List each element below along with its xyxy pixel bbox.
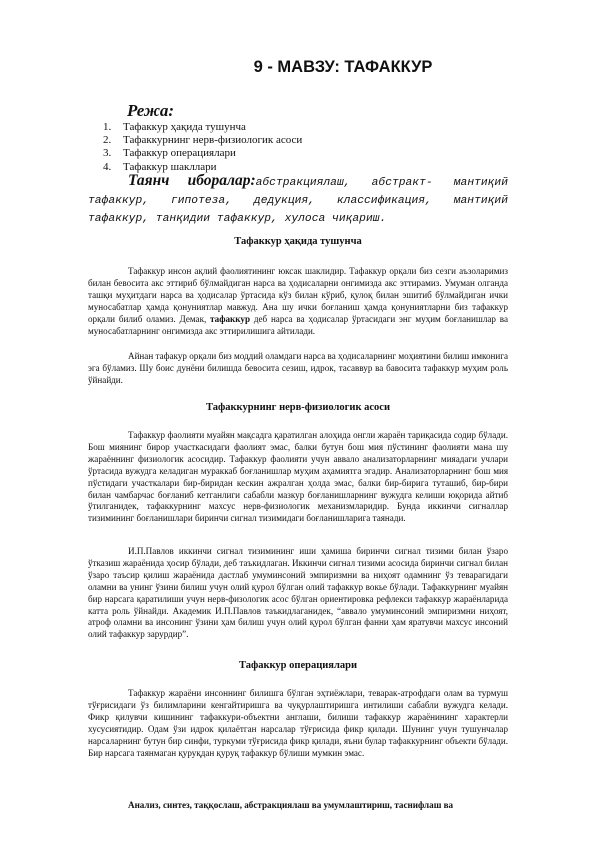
- plan-item: [103, 147, 302, 160]
- section-heading-concept: Тафаккур ҳақида тушунча: [234, 236, 362, 247]
- paragraph-text: деб нарса ва ҳодисалар ўртасидаги энг муҳим боғланишлар ва муносабатларнинг онгимизда акс эттирилишига айтилади.: [88, 313, 508, 336]
- plan-item-number: 4.: [103, 160, 112, 173]
- paragraph-text: Тафаккур инсон ақлий фаолиятининг юксак шаклидир. Тафаккур орқали биз сезги аъзоларимиз билан бевосита акс эттириб бўлмайдиган нарса ва ҳодисаларни онгимизда акс эттирамиз. Умуман олганда ташқи муҳитдаги нарса ва ҳодисалар ўртасида кўз билан кўриб, қулоқ билан эшитиб бўлмайдиган ички муносабатлар ҳамда қонуниятлар мавжуд. Ана шу ички боғланиш ҳамда қонуниятларни биз тафаккур орқали билиб оламиз. Демак,: [88, 266, 508, 324]
- section-heading-neurophysiology: Тафаккурнинг нерв-физиологик асоси: [205, 402, 390, 413]
- plan-list: [103, 121, 302, 174]
- paragraph: И.П.Павлов иккинчи сигнал тизимининг иши ҳамиша биринчи сигнал тизими билан ўзаро ўтказиш жараёнида ҳосир бўлади, деб таъкидлаган. Иккинчи сигнал тизими асосида биринчи сигнал билан ўзаро таъсир қилиш жараёнида дастлаб умуминсоний эмпиризмни ва ниҳоят одамнинг ўз теварагидаги оламни ва унинг ўзини билиш учун олий қурол бўлган олий тафаккур вокье бўлади. Тафаккурнинг муайян бир нарсага қаратилиши учун нерв-физологик асос бўлган ориентировка рефлекси тафаккур жараёнларида катта роль ўйнайди. Академик И.П.Павлов таъкидлаганидек, “аввало умуминсоний эмпиризмни ниҳоят, атроф оламни ва инсонинг ўзини ҳам билиш учун олий қурол бўлган фанни ҳам яратувчи махсус инсоний олий тафаккур зарурдир”.: [88, 546, 508, 640]
- paragraph-bold-term: тафаккур: [210, 313, 251, 324]
- plan-item-text: Тафаккур шакллари: [123, 160, 217, 173]
- paragraph-bold: Анализ, синтез, таққослаш, абстракциялаш ва умумлаштириш, таснифлаш ва: [128, 800, 454, 810]
- plan-item-number: 1.: [103, 121, 112, 133]
- plan-item: [103, 134, 302, 147]
- paragraph: [88, 266, 508, 337]
- plan-item: [103, 121, 302, 134]
- plan-item-text: Тафаккур операциялари: [123, 147, 236, 160]
- paragraph: Тафаккур жараёни инсоннинг билишга бўлган эҳтиёжлари, теварак-атрофдаги олам ва турмуш тўғрисидаги ўз билимларини кенгайтиришга ва чуқурлаштиришга интилиши сабабли вужудга келади. Фикр қилувчи кишининг тафаккури-объектни англаши, билиши тафаккур жараёнининг характерли хусусиятидир. Одам ўзи идрок қилаётган нарсалар тўғрисида фикр қилади. Шунинг учун тушунчалар нарсаларнинг бутун бир синфи, туркуми тўғрисида фикр қилади, яъни булар тафаккурнинг объекти бўлади. Бир нарсага таянмаган қуруқдан қуруқ тафаккур бўлиши мумкин эмас.: [88, 688, 508, 758]
- section-heading-operations: Тафаккур операциялари: [238, 660, 358, 671]
- keywords-text: абстракциялаш, абстракт- мантиқий тафаккур, гипотеза, дедукция, классификация, мантиқий тафаккур, танқидии тафаккур, хулоса чиқариш.: [88, 177, 508, 225]
- plan-item-text: Тафаккур ҳақида тушунча: [123, 121, 246, 133]
- page-title: 9 - МАВЗУ: ТАФАККУР: [253, 58, 433, 76]
- paragraph: Тафаккур фаолияти муайян мақсадга қаратилган алоҳида онгли жараён тариқасида содир бўлади. Бош миянинг бирор участкасидаги фаолият эмас, балки бутун бош мия пўстининг фаолияти мана шу жараённинг физиологик асосидир. Тафаккур фаолияти учун аввало анализаторларнинг мияадаги учлари ўртасида вужудга келадиган мураккаб боғланишлар муҳим аҳамиятга эгадир. Анализаторларнинг бош мия пўстидаги участкалари бир-биридан кескин ажралган ҳолда эмас, балки бир-бирига туташиб, бир-бири билан чамбарчас боғланиб кетганлиги сабабли мазкур боғланишларнинг вужудга келиши юқорида айтиб ўтилганидек, тафаккурнинг махсус нерв-физиологик механизмларидир. Бунда иккинчи сигналлар тизимининг боғланишлари биринчи сигнал тизимидаги боғланишларига таянади.: [88, 430, 508, 524]
- keywords-label: Таянч иборалар:: [128, 172, 256, 189]
- paragraph: Айнан тафакур орқали биз моддий оламдаги нарса ва ҳодисаларнинг моҳиятини билиш имконига эга бўламиз. Шу боис дунёни билишда бевосита сезиш, идрок, тасаввур ва бавосита тафаккур муҳим роль ўйнайди.: [88, 351, 508, 385]
- plan-item-text: Тафаккурнинг нерв-физиологик асоси: [123, 134, 303, 147]
- plan-label: Режа:: [127, 101, 175, 120]
- plan-item-number: 3.: [103, 147, 112, 160]
- plan-item-number: 2.: [103, 134, 112, 147]
- keywords-block: [88, 172, 508, 228]
